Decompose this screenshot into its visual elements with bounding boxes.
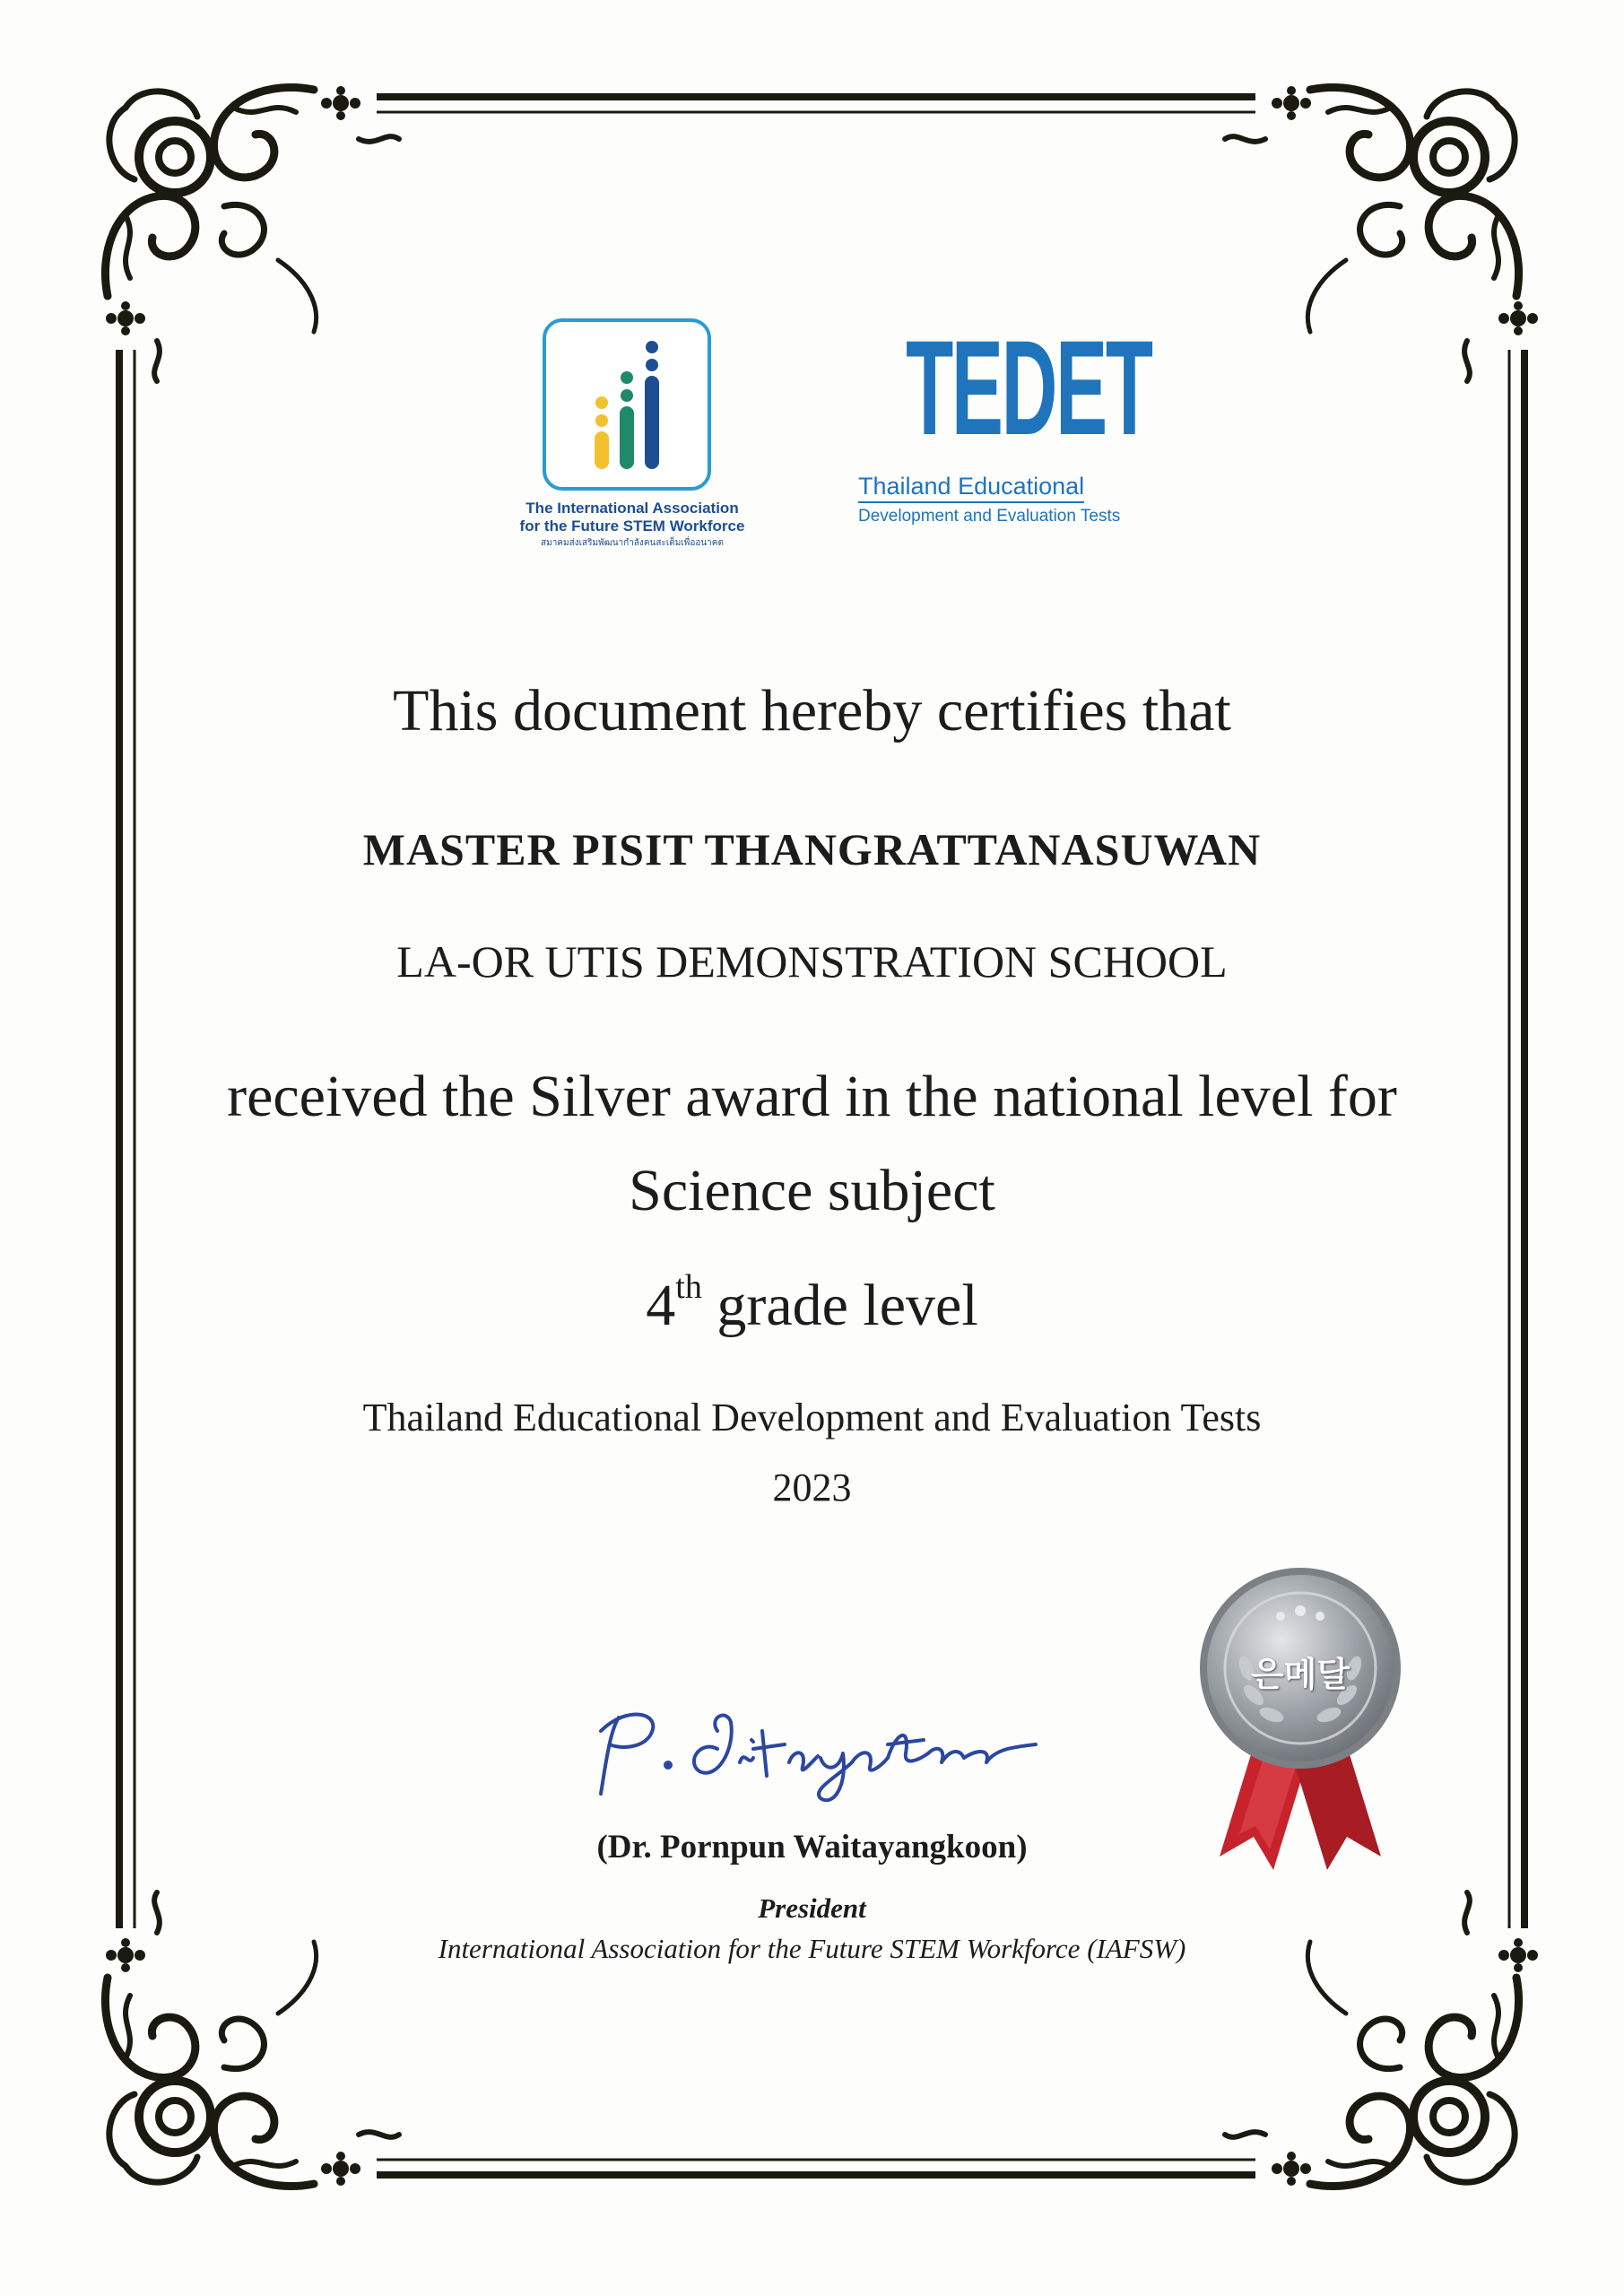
recipient-name: MASTER PISIT THANGRATTANASUWAN: [362, 824, 1262, 874]
silver-medal: [1184, 1561, 1417, 1874]
signatory-organization: International Association for the Future STEM Workforce (IAFSW): [438, 1933, 1186, 1964]
medal-icon: [1184, 1561, 1417, 1874]
iafsw-name-line2: for the Future STEM Workforce: [519, 517, 745, 535]
tedet-subtitle-line1: Thailand Educational: [858, 473, 1084, 503]
iafsw-name: [498, 500, 767, 535]
iafsw-logo: [498, 318, 767, 570]
subject-line: Science subject: [629, 1158, 995, 1223]
medal-label: 은메달: [1250, 1655, 1350, 1694]
iafsw-name-line1: The International Association: [525, 500, 739, 517]
school-name: LA-OR UTIS DEMONSTRATION SCHOOL: [396, 936, 1228, 987]
signatory-name: (Dr. Pornpun Waitayangkoon): [596, 1829, 1028, 1866]
handwritten-signature: [583, 1695, 1049, 1812]
tedet-subtitle-line2: Development and Evaluation Tests: [858, 507, 1121, 526]
certification-intro: This document hereby certifies that: [393, 678, 1231, 744]
test-name: Thailand Educational Development and Evaluation Tests: [362, 1396, 1262, 1439]
iafsw-logo-mark: [543, 318, 711, 491]
grade-number: 4: [646, 1273, 676, 1338]
signatory-title: President: [758, 1892, 866, 1924]
iafsw-name-thai: สมาคมส่งเสริมพัฒนากำลังคนสะเต็มเพื่ออนาคต: [541, 538, 724, 548]
logo-row: [0, 312, 1624, 578]
grade-suffix: th: [675, 1268, 702, 1306]
grade-level: [0, 1268, 1624, 1340]
award-year: 2023: [772, 1465, 852, 1509]
grade-text: grade level: [716, 1273, 978, 1338]
award-statement: received the Silver award in the national level for: [227, 1064, 1397, 1129]
iafsw-bars-icon: [546, 322, 708, 487]
tedet-wordmark: TEDET: [906, 312, 1151, 463]
tedet-logo: [847, 312, 1151, 546]
